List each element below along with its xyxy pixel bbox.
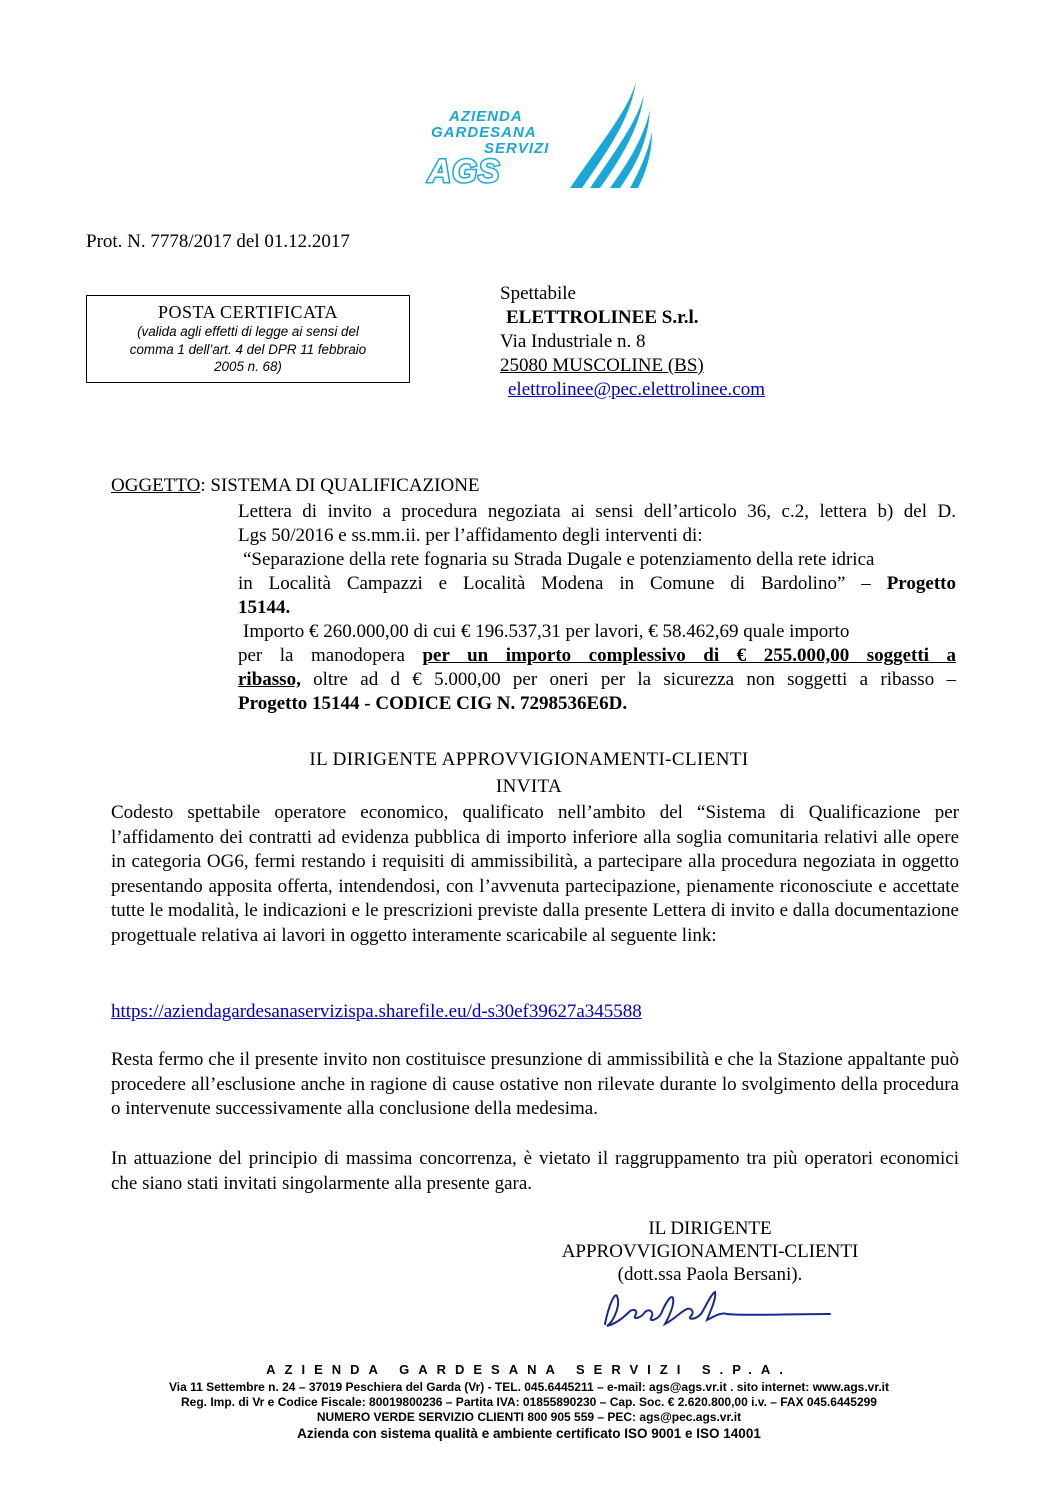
subject-line	[238, 668, 956, 692]
certified-mail-note-line: (valida agli effetti di legge ai sensi del	[137, 324, 359, 339]
subject-project-label: Progetto	[886, 573, 956, 594]
subject-body	[238, 500, 956, 716]
handwritten-signature	[595, 1284, 835, 1334]
subject-text: per la manodopera	[238, 645, 405, 666]
certified-mail-box	[86, 295, 410, 383]
footer-contact-line: NUMERO VERDE SERVIZIO CLIENTI 800 905 559 – PEC: ags@pec.ags.vr.it	[316, 1410, 742, 1424]
subject-line	[238, 572, 956, 596]
logo-text-line-2: GARDESANA	[431, 124, 537, 141]
certified-mail-note-line: 2005 n. 68)	[214, 359, 282, 374]
signature-name: (dott.ssa Paola Bersani).	[617, 1264, 803, 1285]
subject-line	[238, 596, 956, 620]
footer-address-line: Via 11 Settembre n. 24 – 37019 Peschiera del Garda (Vr) - TEL. 045.6445211 – e-mail: ags@ags.vr.it . sito internet: www.ags.vr.it	[168, 1380, 890, 1394]
wings-icon	[568, 80, 653, 190]
subject-line: Lettera di invito a procedura negoziata ai sensi dell’articolo 36, c.2, lettera b) del D.	[238, 501, 956, 522]
competition-paragraph: In attuazione del principio di massima concorrenza, è vietato il raggruppamento tra più operatori economici che siano stati invitati singolarmente alla presente gara.	[111, 1148, 959, 1194]
footer-certification-line: Azienda con sistema qualità e ambiente certificato ISO 9001 e ISO 14001	[297, 1426, 761, 1441]
recipient-email-link[interactable]: elettrolinee@pec.elettrolinee.com	[508, 379, 765, 400]
signature-block	[550, 1217, 870, 1286]
recipient-company: ELETTROLINEE S.r.l.	[506, 307, 699, 328]
certified-mail-note-line: comma 1 dell’art. 4 del DPR 11 febbraio	[129, 341, 367, 357]
admissibility-paragraph: Resta fermo che il presente invito non costituisce presunzione di ammissibilità e che la Stazione appaltante può procedere all’esclusione anche in ragione di cause ostative non rilevate durante lo svolgimento della procedura o intervenute successivamente alla conclusione della medesima.	[111, 1049, 959, 1119]
footer-company-name: AZIENDA GARDESANA SERVIZI S.P.A.	[266, 1362, 792, 1377]
company-logo	[428, 80, 653, 192]
subject-project-number: 15144.	[238, 597, 291, 618]
subject-text: in Località Campazzi e Località Modena in Comune di Bardolino” –	[238, 573, 871, 594]
subject-label: OGGETTO	[111, 475, 201, 496]
recipient-salutation: Spettabile	[500, 283, 576, 304]
logo-mark: AGS	[428, 153, 501, 189]
subject-line	[238, 692, 956, 716]
subject-ribasso: ribasso,	[238, 669, 301, 690]
sender-role-heading: IL DIRIGENTE APPROVVIGIONAMENTI-CLIENTI	[309, 749, 749, 770]
subject-line: “Separazione della rete fognaria su Strada Dugale e potenziamento della rete idrica	[243, 549, 875, 570]
invitation-paragraph: Codesto spettabile operatore economico, qualificato nell’ambito del “Sistema di Qualificazione per l’affidamento dei contratti ad evidenza pubblica di importo inferiore alla soglia comunitaria relativi alle opere in categoria OG6, fermi restando i requisiti di ammissibilità, a partecipare alla procedura negoziata in oggetto presentando apposita offerta, intendendosi, con l’avvenuta partecipazione, pienamente riconosciute e accettate tutte le modalità, le indicazioni e le prescrizioni previste dalla presente Lettera di invito e dalla documentazione progettuale relativa ai lavori in oggetto interamente scaricabile al seguente link:	[111, 802, 959, 946]
invite-heading: INVITA	[495, 776, 563, 797]
logo-text-line-3: SERVIZI	[484, 140, 550, 157]
recipient-city: 25080 MUSCOLINE (BS)	[500, 355, 704, 376]
subject-text: oltre ad d € 5.000,00 per oneri per la sicurezza non soggetti a ribasso –	[313, 669, 956, 690]
subject-line	[238, 644, 956, 668]
logo-text-line-1: AZIENDA	[449, 108, 523, 125]
subject-total-amount: per un importo complessivo di € 255.000,00 soggetti a	[422, 645, 956, 666]
subject-line: Importo € 260.000,00 di cui € 196.537,31 per lavori, € 58.462,69 quale importo	[243, 621, 850, 642]
subject-heading	[111, 475, 480, 497]
subject-title: : SISTEMA DI QUALIFICAZIONE	[200, 475, 480, 496]
certified-mail-title: POSTA CERTIFICATA	[157, 302, 339, 322]
recipient-address	[500, 282, 765, 402]
subject-line: Lgs 50/2016 e ss.mm.ii. per l’affidamento degli interventi di:	[238, 525, 703, 546]
signature-department: APPROVVIGIONAMENTI-CLIENTI	[561, 1241, 859, 1262]
footer-registry-line: Reg. Imp. di Vr e Codice Fiscale: 80019800236 – Partita IVA: 01855890230 – Cap. Soc. € 2.620.800,00 i.v. – FAX 045.6445299	[181, 1395, 877, 1409]
recipient-street: Via Industriale n. 8	[500, 331, 646, 352]
letterhead-footer	[0, 1360, 1058, 1443]
subject-cig-code: Progetto 15144 - CODICE CIG N. 7298536E6D.	[238, 693, 628, 714]
signature-title: IL DIRIGENTE	[648, 1218, 772, 1239]
documentation-link[interactable]: https://aziendagardesanaservizispa.sharefile.eu/d-s30ef39627a345588	[111, 1001, 642, 1022]
protocol-number: Prot. N. 7778/2017 del 01.12.2017	[86, 231, 350, 252]
